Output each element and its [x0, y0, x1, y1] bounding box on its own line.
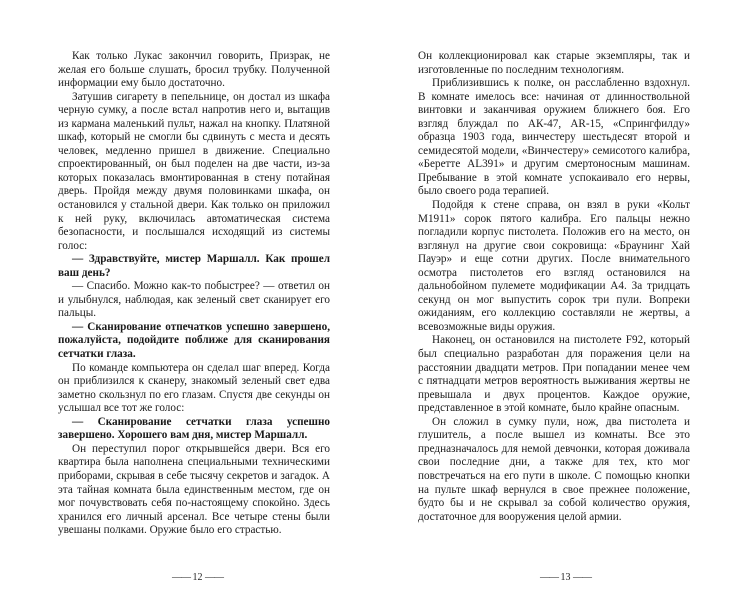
footer-dash: —— — [172, 572, 190, 583]
page-number-footer-right — [540, 572, 591, 583]
footer-dash: —— — [573, 572, 591, 583]
paragraph: Затушив сигарету в пепельнице, он достал из шкафа черную сумку, а после встал напротив него и, вытащив из кармана маленький пульт, нажал на кнопку. Платяной шкаф, который не смогли бы сдвинуть с места и десять человек, медленно пришел в движение. Специально спроектированный, он был поделен на две части, из-за которых показалась вмонтированная в стену потайная дверь. Пройдя между двумя половинками шкафа, он остановился у стальной двери. Как только он приложил к ней руку, включилась автоматическая система безопасности, и послышался исходящий из системы голос: — [58, 90, 330, 252]
paragraph: Как только Лукас закончил говорить, Призрак, не желая его больше слушать, бросил трубку. Полученной информации ему было достаточно. — [58, 50, 330, 90]
paragraph: Наконец, он остановился на пистолете F92, который был специально разработан для поражения цели на расстоянии двадцати метров. При попадании менее чем с пятнадцати метров вероятность выживания жертвы не превышала и двух процентов. Каждое оружие, представленное в этой комнате, было крайне опасным. — [418, 334, 690, 415]
dialogue-line: — Здравствуйте, мистер Маршалл. Как прошел ваш день? — [58, 253, 330, 279]
footer-dash: —— — [540, 572, 558, 583]
dialogue-line: — Сканирование сетчатки глаза успешно завершено. Хорошего вам дня, мистер Маршалл. — [58, 415, 330, 442]
paragraph: — Спасибо. Можно как-то побыстрее? — ответил он и улыбнулся, наблюдая, как зеленый свет сканирует его пальцы. — [58, 280, 330, 320]
left-page — [58, 50, 330, 580]
right-page — [418, 50, 690, 580]
paragraph: Он коллекционировал как старые экземпляры, так и изготовленные по последним технологиям. — [418, 50, 690, 76]
page-number: 13 — [560, 572, 571, 583]
page-number-footer-left — [172, 572, 223, 583]
paragraph: Он сложил в сумку пули, нож, два пистолета и глушитель, а после вышел из комнаты. Все это предназначалось для немой девчонки, которая доживала свои последние дни, а также для тех, кто мог повстречаться на его пути в школе. С помощью кнопки на пульте шкаф вернулся в свое прежнее положение, будто бы и не скрывал за собой количество оружия, достаточное для вооружения целой армии. — [418, 415, 690, 523]
paragraph: Подойдя к стене справа, он взял в руки «Кольт M1911» сорок пятого калибра. Его пальцы нежно погладили корпус пистолета. Положив его на место, он взглянул на другие свои сокровища: «Браунинг Хай Пауэр» и еще сотни других. После внимательного осмотра пистолетов его взгляд остановился на дальнобойном пулемете модификации А4. За тридцать секунд он мог выпустить сорок три пули. Вопреки ожиданиям, его коллекцию составляли не жертвы, а всевозможные виды оружия. — [418, 199, 690, 333]
paragraph: Он переступил порог открывшейся двери. Вся его квартира была наполнена специальными техническими приборами, скрывая в себе тысячу секретов и загадок. А эта тайная комната была единственным местом, где он мог почувствовать себя по-настоящему спокойно. Здесь хранился его личный арсенал. Все четыре стены были увешаны полками. Оружие было его страстью. — [58, 442, 330, 537]
paragraph: Приблизившись к полке, он расслабленно вздохнул. В комнате имелось все: начиная от длинноствольной винтовки и заканчивая оружием ближнего боя. Его взгляд блуждал по АК-47, AR-15, «Спрингфилду» образца 1903 года, винчестеру шестьдесят второй и семидесятой модели, «Винчестеру» семисотого калибра, «Беретте AL391» и другим смертоносным машинам. Пребывание в этой комнате успокаивало его нервы, было своего рода терапией. — [418, 77, 690, 198]
dialogue-line: — Сканирование отпечатков успешно завершено, пожалуйста, подойдите поближе для сканирования сетчатки глаза. — [58, 320, 330, 361]
footer-dash: —— — [205, 572, 223, 583]
page-number: 12 — [192, 572, 203, 583]
paragraph: По команде компьютера он сделал шаг вперед. Когда он приблизился к сканеру, знакомый зеленый свет едва заметно скользнул по его глазам. Спустя две секунды он услышал все тот же голос: — [58, 361, 330, 415]
